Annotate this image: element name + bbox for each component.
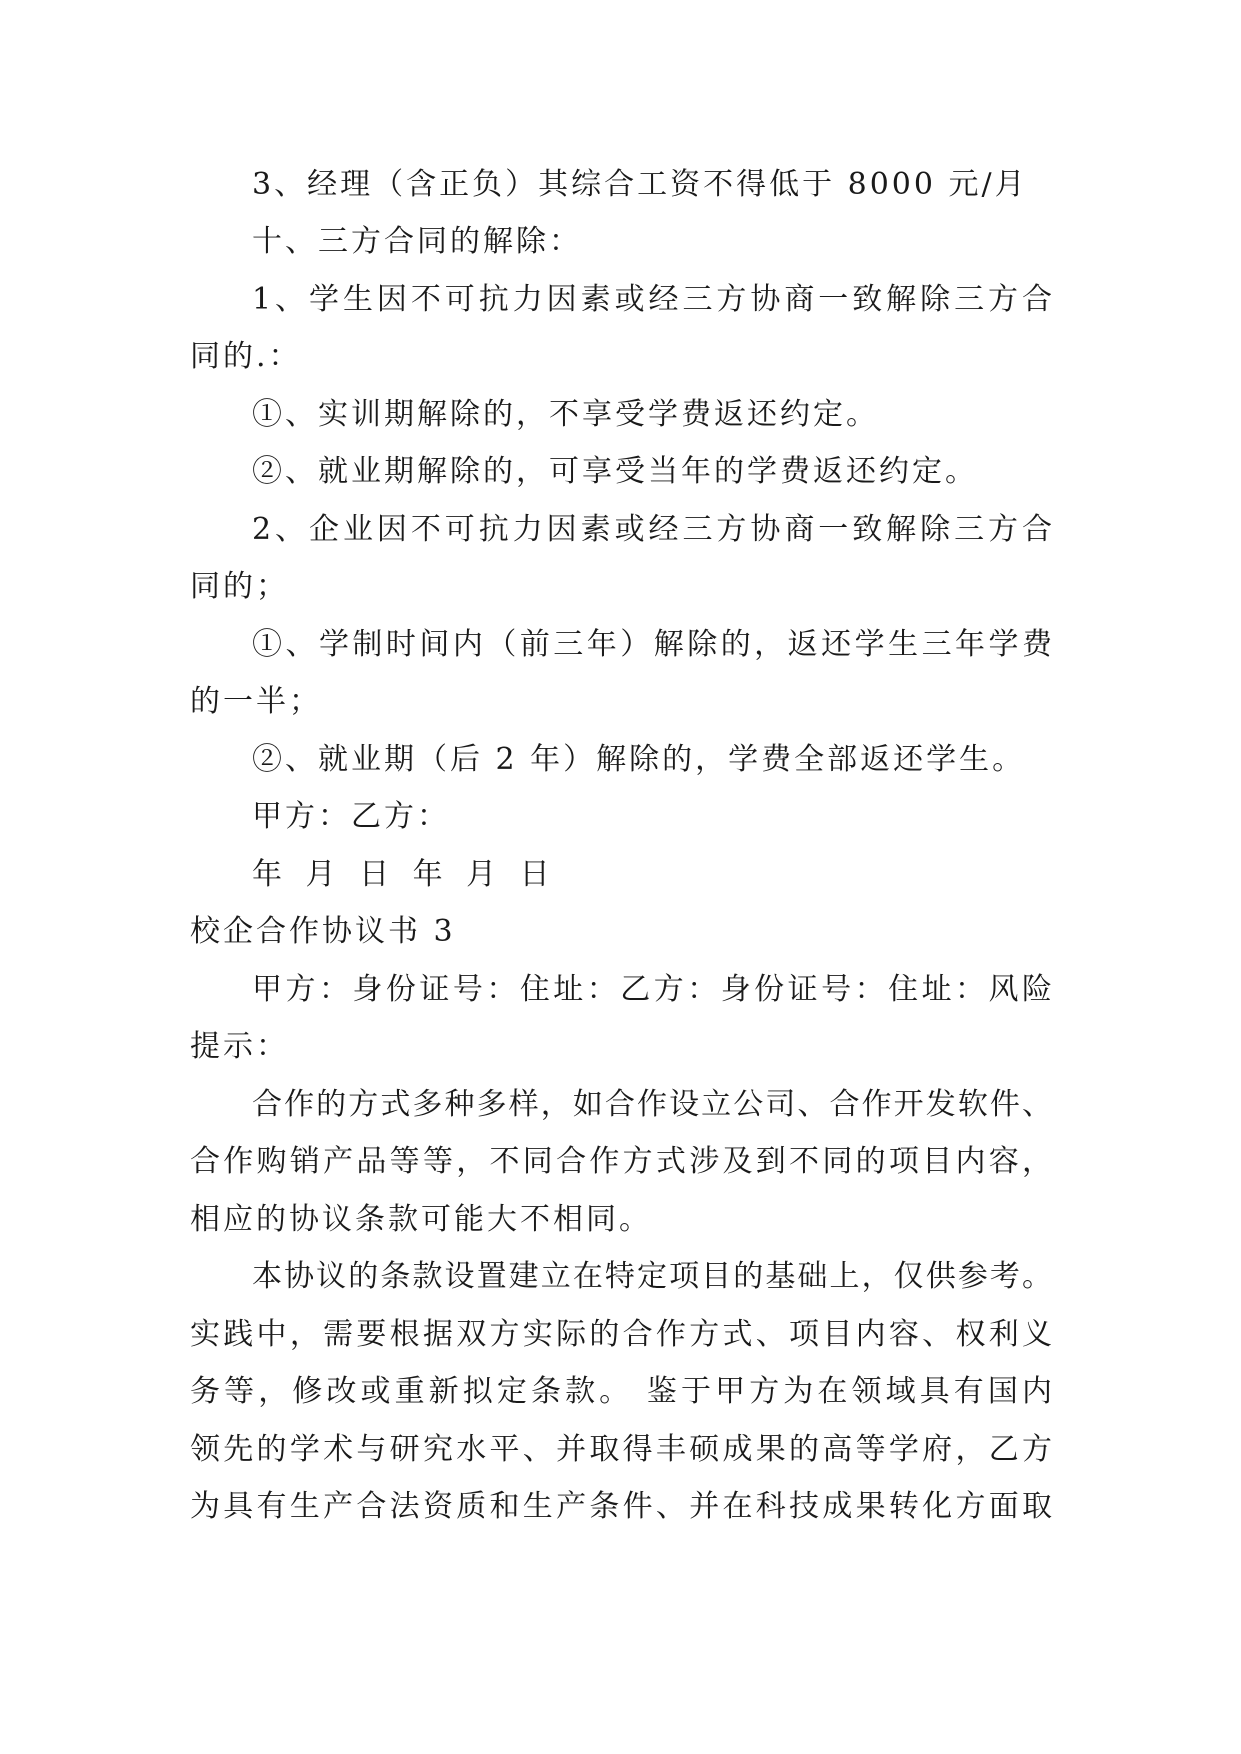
signature-parties: 甲方：乙方： — [252, 799, 450, 834]
paragraph-line: 提示： — [190, 1029, 289, 1064]
paragraph-line: 务等，修改或重新拟定条款。 鉴于甲方为在领域具有国内 — [190, 1374, 1052, 1409]
paragraph-line: 2、企业因不可抗力因素或经三方协商一致解除三方合 — [252, 512, 1052, 547]
list-item: ②、就业期解除的，可享受当年的学费返还约定。 — [252, 454, 978, 489]
list-item: ①、学制时间内（前三年）解除的，返还学生三年学费 — [252, 627, 1052, 662]
paragraph-line: 合作的方式多种多样，如合作设立公司、合作开发软件、 — [252, 1087, 1052, 1122]
paragraph-line: 为具有生产合法资质和生产条件、并在科技成果转化方面取 — [190, 1489, 1052, 1524]
paragraph-line: 领先的学术与研究水平、并取得丰硕成果的高等学府，乙方 — [190, 1432, 1052, 1467]
section-heading: 十、三方合同的解除： — [252, 224, 582, 259]
paragraph-line: 本协议的条款设置建立在特定项目的基础上，仅供参考。 — [252, 1259, 1052, 1294]
paragraph-line: 甲方：身份证号：住址：乙方：身份证号：住址：风险 — [252, 972, 1052, 1007]
paragraph-line: 实践中，需要根据双方实际的合作方式、项目内容、权利义 — [190, 1317, 1052, 1352]
paragraph-line: 同的； — [190, 569, 289, 604]
paragraph-line: 3、经理（含正负）其综合工资不得低于 8000 元/月 — [252, 167, 1028, 202]
list-item: ①、实训期解除的，不享受学费返还约定。 — [252, 397, 879, 432]
list-item: ②、就业期（后 2 年）解除的，学费全部返还学生。 — [252, 742, 1026, 777]
paragraph-line: 相应的协议条款可能大不相同。 — [190, 1202, 652, 1237]
document-title: 校企合作协议书 3 — [190, 914, 456, 949]
paragraph-line: 合作购销产品等等，不同合作方式涉及到不同的项目内容， — [190, 1144, 1052, 1179]
signature-dates: 年 月 日 年 月 日 — [252, 857, 553, 892]
paragraph-line: 1、学生因不可抗力因素或经三方协商一致解除三方合 — [252, 282, 1052, 317]
paragraph-line: 同的.： — [190, 339, 302, 374]
paragraph-line: 的一半； — [190, 684, 322, 719]
